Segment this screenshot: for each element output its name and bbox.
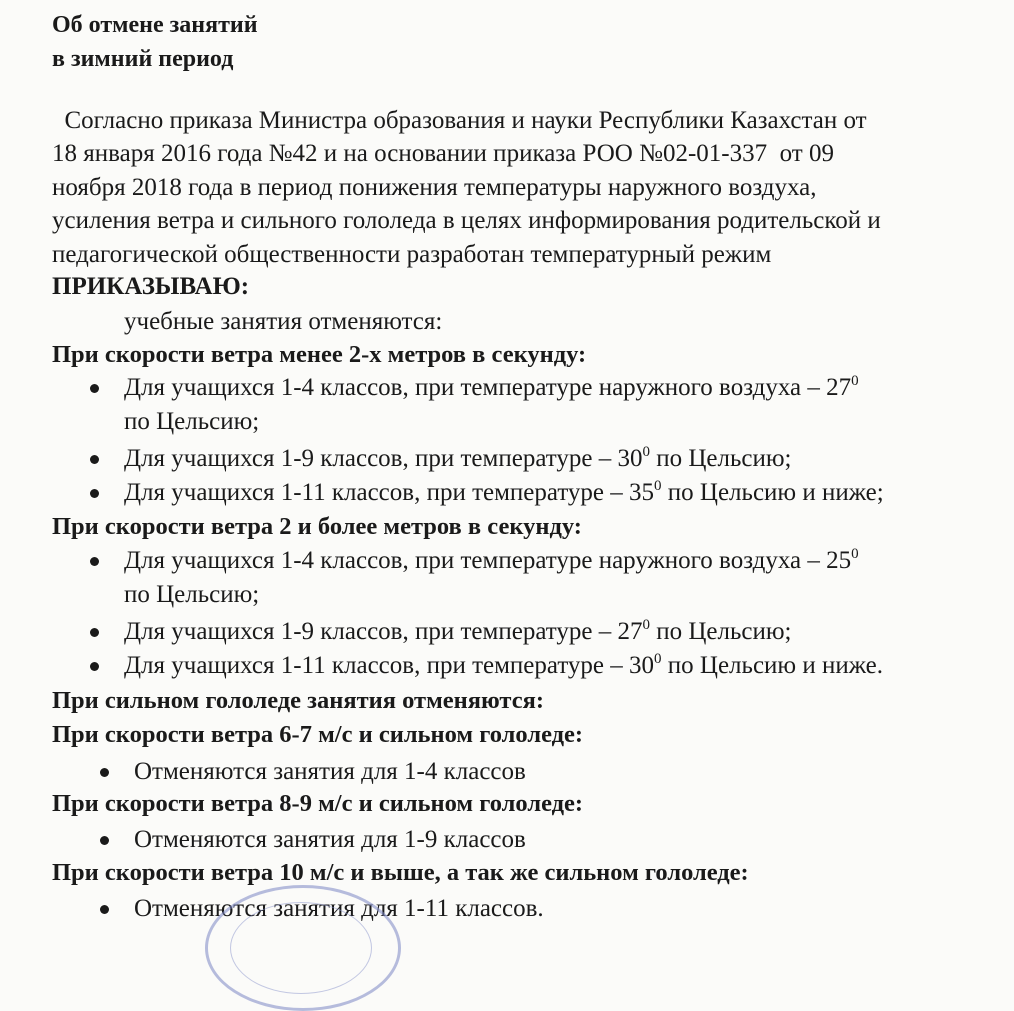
title-line-1: Об отмене занятий (52, 12, 258, 38)
list-item: Для учащихся 1-4 классов, при температуре наружного воздуха – $27^0$ (124, 373, 859, 401)
bullet-icon (90, 489, 99, 498)
bullet-icon (90, 557, 99, 566)
section-heading-wind-8-9: При скорости ветра 8-9 м/с и сильном гололеде: (52, 790, 584, 817)
section-heading-ice: При сильном гололеде занятия отменяются: (52, 687, 545, 714)
section-heading-wind-10-plus: При скорости ветра 10 м/с и выше, а так же сильном гололеде: (52, 859, 749, 886)
intro-paragraph (52, 104, 1014, 271)
bullet-icon (90, 628, 99, 637)
list-item: Для учащихся 1-4 классов, при температуре наружного воздуха – $25^0$ (124, 546, 859, 574)
intro-line: педагогической общественности разработан температурный режим (52, 240, 772, 268)
list-item: Отменяются занятия для 1-4 классов (134, 758, 526, 785)
official-stamp-ring-icon (230, 902, 372, 994)
bullet-icon (90, 384, 99, 393)
list-item: Для учащихся 1-9 классов, при температуре – $30^0$ по Цельсию; (124, 444, 792, 472)
bullet-icon (100, 905, 109, 914)
list-item: Для учащихся 1-11 классов, при температуре – $30^0$ по Цельсию и ниже. (124, 651, 884, 679)
title-line-2: в зимний период (52, 46, 234, 72)
intro-line: 18 января 2016 года №42 и на основании приказа РОО №02-01-337 от 09 (52, 140, 834, 168)
bullet-icon (100, 768, 109, 777)
list-item: Для учащихся 1-11 классов, при температуре – $35^0$ по Цельсию и ниже; (124, 478, 884, 506)
section-heading-wind-2-plus: При скорости ветра 2 и более метров в секунду: (52, 513, 582, 540)
section-heading-wind-6-7: При скорости ветра 6-7 м/с и сильном гололеде: (52, 721, 584, 748)
bullet-icon (100, 836, 109, 845)
list-item: Отменяются занятия для 1-9 классов (134, 826, 526, 853)
bullet-icon (90, 662, 99, 671)
list-item-continuation: по Цельсию; (124, 581, 260, 608)
bullet-icon (90, 455, 99, 464)
document-title (52, 8, 258, 76)
intro-line: Согласно приказа Министра образования и науки Республики Казахстан от (52, 107, 867, 134)
list-item: Отменяются занятия для 1-11 классов. (134, 895, 544, 922)
list-item-continuation: по Цельсию; (124, 408, 260, 435)
section-heading-wind-under-2: При скорости ветра менее 2-х метров в секунду: (52, 341, 587, 368)
list-item: Для учащихся 1-9 классов, при температуре – $27^0$ по Цельсию; (124, 617, 792, 645)
order-subtitle: учебные занятия отменяются: (124, 308, 443, 335)
intro-line: ноября 2018 года в период понижения температуры наружного воздуха, (52, 173, 817, 201)
order-label: ПРИКАЗЫВАЮ: (52, 273, 250, 300)
intro-line: усиления ветра и сильного гололеда в целях информирования родительской и (52, 207, 881, 235)
